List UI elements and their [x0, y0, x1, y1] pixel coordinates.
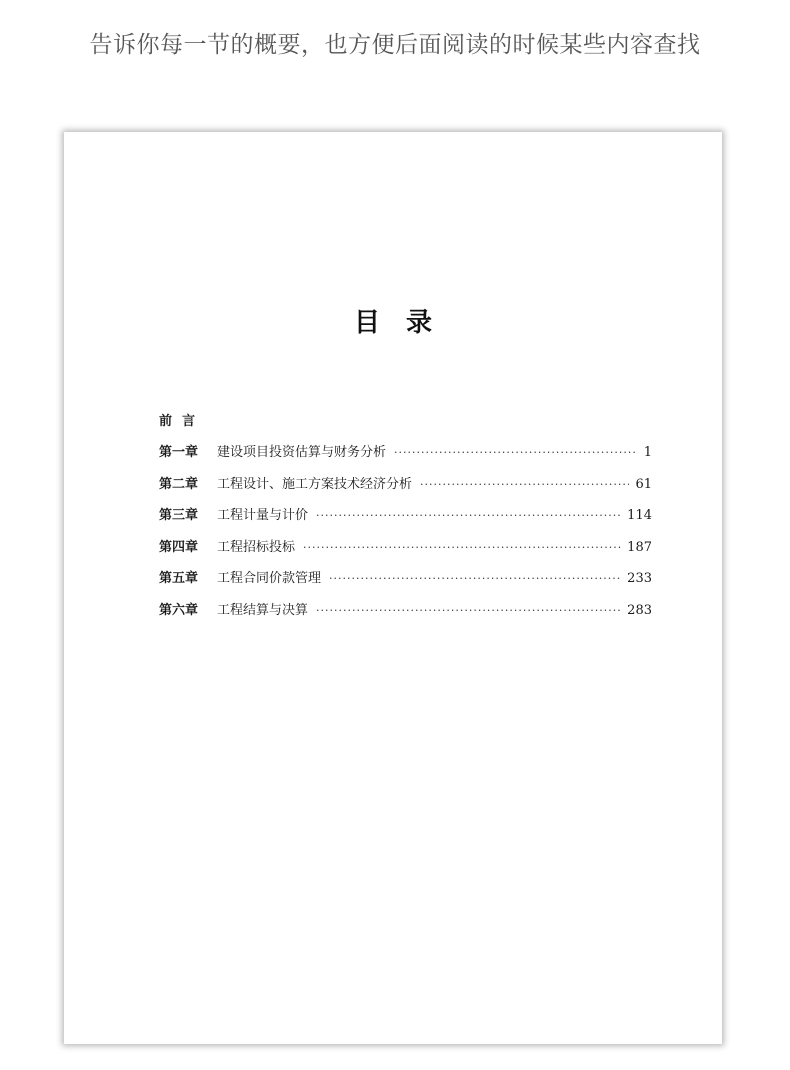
toc-entry	[159, 475, 652, 495]
banner-caption: 告诉你每一节的概要，也方便后面阅读的时候某些内容查找	[89, 32, 701, 58]
table-of-contents	[159, 412, 652, 633]
chapter-title: 工程结算与决算	[217, 602, 309, 618]
dot-leader	[329, 569, 621, 589]
toc-entry	[159, 569, 652, 589]
chapter-number: 第二章	[159, 476, 199, 492]
dot-leader	[303, 538, 621, 558]
chapter-title: 建设项目投资估算与财务分析	[217, 445, 387, 460]
toc-entry	[159, 538, 652, 558]
dot-leader	[316, 506, 621, 526]
toc-entry	[159, 443, 652, 463]
chapter-page-number: 283	[627, 602, 652, 618]
chapter-title: 工程设计、施工方案技术经济分析	[217, 476, 413, 492]
document-page	[64, 132, 722, 1044]
toc-preface: 前言	[159, 414, 206, 429]
chapter-number: 第五章	[159, 571, 199, 587]
dot-leader	[394, 443, 638, 463]
chapter-page-number: 61	[635, 476, 652, 492]
chapter-page-number: 114	[627, 508, 652, 524]
toc-entry	[159, 601, 652, 621]
chapter-number: 第六章	[159, 602, 199, 618]
chapter-title: 工程招标投标	[217, 539, 296, 555]
chapter-number: 第一章	[159, 445, 199, 460]
chapter-number: 第三章	[159, 508, 199, 524]
chapter-title: 工程计量与计价	[217, 508, 309, 524]
chapter-page-number: 1	[643, 445, 652, 460]
toc-title: 目录	[353, 308, 458, 338]
chapter-title: 工程合同价款管理	[217, 571, 322, 587]
chapter-page-number: 187	[627, 539, 652, 555]
dot-leader	[316, 601, 621, 621]
toc-entry	[159, 506, 652, 526]
chapter-number: 第四章	[159, 539, 199, 555]
chapter-page-number: 233	[627, 571, 652, 587]
dot-leader	[420, 475, 629, 495]
